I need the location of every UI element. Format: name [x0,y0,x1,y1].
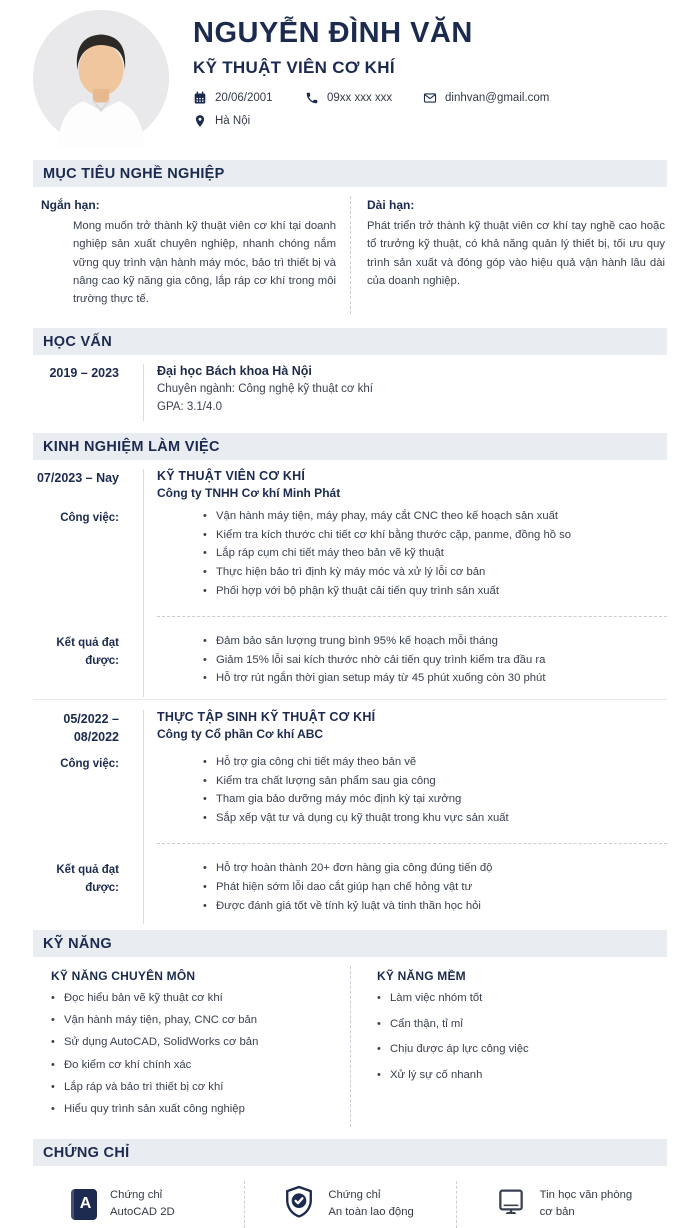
skill-item: • Cẩn thận, tỉ mỉ [377,1016,657,1034]
duty-item: • Tham gia bảo dưỡng máy móc định kỳ tại xưởng [203,791,667,809]
monitor-icon [495,1186,527,1223]
results-label: Kết quả đạt được: [56,637,119,668]
skill-item: • Lắp ráp và bảo trì thiết bị cơ khí [51,1079,340,1097]
education-details [143,364,667,421]
objective-short-term [33,196,350,314]
job2-company: Công ty Cổ phần Cơ khí ABC [157,726,324,741]
certificate-autocad [33,1181,244,1228]
result-item: • Giảm 15% lỗi sai kích thước nhờ cải tiến quy trình kiểm tra đầu ra [203,652,667,670]
location-value: Hà Nội [215,114,251,127]
duty-item: • Kiểm tra kích thước chi tiết cơ khí bằng thước cặp, panme, đồng hồ so [203,527,667,545]
duty-item: • Thực hiện bảo trì định kỳ máy móc và xử lý lỗi cơ bản [203,564,667,582]
job1-duties-list [157,508,667,600]
hard-skills-column [33,966,350,1127]
duty-item: • Kiểm tra chất lượng sản phẩm sau gia công [203,773,667,791]
job1-duties [143,508,667,609]
long-term-label: Dài hạn: [367,198,415,212]
objective-section [33,196,667,314]
education-major: Chuyên ngành: Công nghệ kỹ thuật cơ khí [157,383,373,396]
duties-label: Công việc: [60,512,119,525]
contact-email [423,91,667,105]
job1-header [143,469,667,508]
certificate-office-text [540,1187,633,1221]
soft-skills-list [377,990,657,1084]
job1-company: Công ty TNHH Cơ khí Minh Phát [157,486,341,501]
cert-line2: An toàn lao động [328,1206,414,1219]
duty-item: • Sắp xếp vật tư và dụng cụ kỹ thuật trong khu vực sản xuất [203,810,667,828]
results-label-2: Kết quả đạt được: [56,864,119,895]
duty-item: • Vận hành máy tiện, máy phay, máy cắt CNC theo kế hoạch sản xuất [203,508,667,526]
duties-label-2: Công việc: [60,757,119,770]
phone-icon [305,91,319,105]
job1-results-list [157,633,667,688]
education-period: 2019 – 2023 [49,366,119,381]
short-term-text: Mong muốn trở thành kỹ thuật viên cơ khí tại doanh nghiệp sản xuất chuyên nghiệp, nhanh chóng nắm vững quy trình vận hành máy móc, bảo trì thiết bị và nâng cao kỹ năng gia công, lắp ráp cơ khí trong môi trường thực tế. [73,220,336,306]
job2-dashed-separator-cell [143,836,667,860]
certificate-safety-text [328,1187,413,1221]
avatar-illustration [33,10,169,146]
job2-title: THỰC TẬP SINH KỸ THUẬT CƠ KHÍ [157,709,376,724]
autocad-icon: A [71,1189,97,1220]
result-item: • Phát hiện sớm lỗi dao cắt giúp hạn chế hỏng vật tư [203,879,667,897]
duty-item: • Lắp ráp cụm chi tiết máy theo bản vẽ kỹ thuật [203,545,667,563]
section-title-objective: MỤC TIÊU NGHỀ NGHIỆP [33,160,667,187]
spacer-cell [33,836,143,860]
job2-period: 05/2022 – 08/2022 [63,711,119,744]
job1-results [143,633,667,697]
job1-duties-label-cell [33,508,143,609]
skill-item: • Sử dụng AutoCAD, SolidWorks cơ bản [51,1034,340,1052]
cert-line2: AutoCAD 2D [110,1206,175,1219]
shield-check-icon [283,1185,315,1224]
skill-item: • Xử lý sự cố nhanh [377,1067,657,1085]
candidate-name: NGUYỄN ĐÌNH VĂN [193,17,473,49]
skill-item: • Đọc hiểu bản vẽ kỹ thuật cơ khí [51,990,340,1008]
school-name: Đại học Bách khoa Hà Nội [157,364,312,379]
skill-item: • Chịu được áp lực công việc [377,1041,657,1059]
section-title-education: HỌC VẤN [33,328,667,355]
header-info [193,10,667,146]
result-item: • Đảm bảo sản lượng trung bình 95% kế hoạch mỗi tháng [203,633,667,651]
dob-value: 20/06/2001 [215,91,273,104]
cert-line2: cơ bản [539,1206,575,1219]
calendar-icon [193,91,207,105]
job2-results [143,860,667,924]
candidate-title: KỸ THUẬT VIÊN CƠ KHÍ [193,57,395,77]
experience-section [33,469,667,924]
certificate-office [456,1181,667,1228]
job1-period: 07/2023 – Nay [36,471,119,486]
hard-skills-title: KỸ NĂNG CHUYÊN MÔN [51,969,196,984]
job2-duties-list [157,754,667,827]
location-pin-icon [193,114,207,128]
result-item: • Hỗ trợ rút ngắn thời gian setup máy từ 45 phút xuống còn 30 phút [203,670,667,688]
duty-item: • Hỗ trợ gia công chi tiết máy theo bản vẽ [203,754,667,772]
header [33,10,667,146]
profile-photo [33,10,169,146]
hard-skills-list [51,990,340,1118]
dashed-separator [157,843,667,844]
skill-item: • Làm việc nhóm tốt [377,990,657,1008]
phone-value: 09xx xxx xxx [327,91,393,104]
contact-dob [193,91,305,105]
email-value: dinhvan@gmail.com [445,91,550,104]
education-period-cell [33,364,143,421]
duty-item: • Phối hợp với bộ phận kỹ thuật cải tiến quy trình sản xuất [203,583,667,601]
skill-item: • Hiểu quy trình sản xuất công nghiệp [51,1101,340,1119]
cert-line1: Chứng chỉ [328,1189,381,1202]
objective-long-term [350,196,667,314]
section-title-certificates: CHỨNG CHỈ [33,1139,667,1166]
result-item: • Hỗ trợ hoàn thành 20+ đơn hàng gia công đúng tiến độ [203,860,667,878]
job-divider [33,699,667,700]
contact-list [193,91,667,128]
job1-results-label-cell [33,633,143,697]
mail-icon [423,91,437,105]
section-title-experience: KINH NGHIỆM LÀM VIỆC [33,433,667,460]
job2-header [143,710,667,754]
certificates-section [33,1175,667,1228]
long-term-text: Phát triển trở thành kỹ thuật viên cơ khí tay nghề cao hoặc tổ trưởng kỹ thuật, có khả năng quản lý thiết bị, tối ưu quy trình sản xuất và đóng góp vào hiệu quả vận hành lâu dài của doanh nghiệp. [367,220,665,287]
certificate-autocad-text [110,1187,175,1221]
education-entry [33,364,667,421]
job2-period-cell [33,710,143,754]
skills-section [33,966,667,1127]
job1-title: KỸ THUẬT VIÊN CƠ KHÍ [157,469,306,484]
section-title-skills: KỸ NĂNG [33,930,667,957]
skill-item: • Vận hành máy tiện, phay, CNC cơ bản [51,1012,340,1030]
skill-item: • Đo kiểm cơ khí chính xác [51,1057,340,1075]
certificate-safety [244,1181,455,1228]
dashed-separator [157,616,667,617]
contact-phone [305,91,423,105]
cert-line1: Tin học văn phòng [539,1189,633,1202]
job1-period-cell [33,469,143,508]
spacer-cell [33,609,143,633]
soft-skills-title: KỸ NĂNG MỀM [377,969,466,984]
cert-line1: Chứng chỉ [110,1189,163,1202]
job1-dashed-separator-cell [143,609,667,633]
soft-skills-column [350,966,667,1127]
job2-results-label-cell [33,860,143,924]
short-term-label: Ngắn hạn: [41,198,100,212]
education-gpa: GPA: 3.1/4.0 [157,401,222,414]
job2-duties-label-cell [33,754,143,836]
contact-location [193,114,667,128]
job2-results-list [157,860,667,915]
job2-duties [143,754,667,836]
result-item: • Được đánh giá tốt về tính kỷ luật và tinh thần học hỏi [203,898,667,916]
